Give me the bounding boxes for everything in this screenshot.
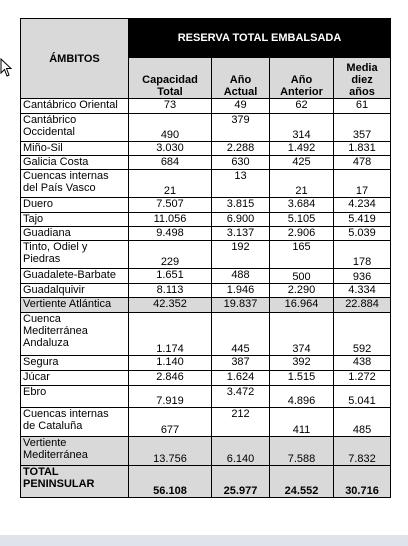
value-cell: 1.831: [334, 142, 391, 156]
table-row: [21, 198, 391, 213]
value-cell: 3.030: [129, 142, 212, 156]
value-cell: 2.846: [129, 371, 212, 386]
value-cell: 1.515: [270, 371, 334, 386]
row-name-cell: Cuencas internas del País Vasco: [21, 170, 129, 198]
table-row: [21, 284, 391, 298]
col-header-ano-anterior: Año Anterior: [270, 58, 334, 99]
value-cell: 13.756: [129, 437, 212, 466]
row-name-cell: Cantábrico Oriental: [21, 99, 129, 114]
value-cell: 445: [212, 313, 270, 356]
ambitos-header: ÁMBITOS: [21, 19, 129, 99]
value-cell: 3.472: [212, 386, 270, 408]
value-cell: 25.977: [212, 466, 270, 498]
value-cell: 165: [270, 241, 334, 269]
table-body: [21, 99, 391, 498]
row-name-cell: Cantábrico Occidental: [21, 114, 129, 142]
table-row: [21, 213, 391, 227]
value-cell: 2.288: [212, 142, 270, 156]
value-cell: 438: [334, 356, 391, 371]
value-cell: 314: [270, 114, 334, 142]
value-cell: 592: [334, 313, 391, 356]
row-name-cell: TOTAL PENINSULAR: [21, 466, 129, 498]
value-cell: 24.552: [270, 466, 334, 498]
col-header-capacidad: Capacidad Total: [129, 58, 212, 99]
value-cell: 478: [334, 156, 391, 170]
value-cell: 21: [129, 170, 212, 198]
value-cell: 1.946: [212, 284, 270, 298]
table-banner-title: RESERVA TOTAL EMBALSADA: [129, 19, 391, 58]
value-cell: 3.684: [270, 198, 334, 213]
table-row: [21, 466, 391, 498]
row-name-cell: Júcar: [21, 371, 129, 386]
row-name-cell: Segura: [21, 356, 129, 371]
value-cell: 49: [212, 99, 270, 114]
value-cell: 21: [270, 170, 334, 198]
row-name-cell: Miño-Sil: [21, 142, 129, 156]
table-row: [21, 386, 391, 408]
value-cell: 425: [270, 156, 334, 170]
value-cell: 379: [212, 114, 270, 142]
value-cell: 684: [129, 156, 212, 170]
value-cell: 42.352: [129, 298, 212, 313]
value-cell: 677: [129, 408, 212, 437]
table-row: [21, 114, 391, 142]
table-row: [21, 156, 391, 170]
value-cell: 411: [270, 408, 334, 437]
value-cell: 1.272: [334, 371, 391, 386]
value-cell: 30.716: [334, 466, 391, 498]
value-cell: 7.832: [334, 437, 391, 466]
row-name-cell: Vertiente Mediterránea: [21, 437, 129, 466]
value-cell: 387: [212, 356, 270, 371]
value-cell: 192: [212, 241, 270, 269]
value-cell: 73: [129, 99, 212, 114]
value-cell: 490: [129, 114, 212, 142]
value-cell: 8.113: [129, 284, 212, 298]
col-header-ano-actual: Año Actual: [212, 58, 270, 99]
table-row: [21, 142, 391, 156]
row-name-cell: Vertiente Atlántica: [21, 298, 129, 313]
value-cell: 212: [212, 408, 270, 437]
value-cell: 3.815: [212, 198, 270, 213]
table-row: [21, 298, 391, 313]
header-row-banner: [21, 19, 391, 58]
value-cell: 16.964: [270, 298, 334, 313]
table-row: [21, 99, 391, 114]
value-cell: 392: [270, 356, 334, 371]
value-cell: 62: [270, 99, 334, 114]
value-cell: 11.056: [129, 213, 212, 227]
row-name-cell: Guadalete-Barbate: [21, 269, 129, 284]
table-row: [21, 408, 391, 437]
value-cell: 1.174: [129, 313, 212, 356]
table-row: [21, 437, 391, 466]
col-header-media-diez-anos: Media diez años: [334, 58, 391, 99]
table-row: [21, 356, 391, 371]
table-row: [21, 170, 391, 198]
table-row: [21, 313, 391, 356]
value-cell: 6.900: [212, 213, 270, 227]
value-cell: 17: [334, 170, 391, 198]
value-cell: 4.896: [270, 386, 334, 408]
value-cell: 7.919: [129, 386, 212, 408]
value-cell: 13: [212, 170, 270, 198]
value-cell: 9.498: [129, 227, 212, 241]
value-cell: 485: [334, 408, 391, 437]
value-cell: 22.884: [334, 298, 391, 313]
value-cell: 6.140: [212, 437, 270, 466]
value-cell: 7.507: [129, 198, 212, 213]
value-cell: 1.651: [129, 269, 212, 284]
value-cell: 5.105: [270, 213, 334, 227]
row-name-cell: Ebro: [21, 386, 129, 408]
value-cell: 374: [270, 313, 334, 356]
row-name-cell: Duero: [21, 198, 129, 213]
value-cell: 1.140: [129, 356, 212, 371]
value-cell: 3.137: [212, 227, 270, 241]
value-cell: 4.234: [334, 198, 391, 213]
value-cell: 4.334: [334, 284, 391, 298]
value-cell: 178: [334, 241, 391, 269]
table-row: [21, 227, 391, 241]
row-name-cell: Cuenca Mediterránea Andaluza: [21, 313, 129, 356]
value-cell: 500: [270, 269, 334, 284]
value-cell: 229: [129, 241, 212, 269]
row-name-cell: Tajo: [21, 213, 129, 227]
value-cell: 630: [212, 156, 270, 170]
row-name-cell: Tinto, Odiel y Piedras: [21, 241, 129, 269]
reservoir-table: [20, 18, 391, 498]
mouse-cursor-icon: [0, 58, 14, 78]
row-name-cell: Guadiana: [21, 227, 129, 241]
row-name-cell: Galicia Costa: [21, 156, 129, 170]
value-cell: 488: [212, 269, 270, 284]
table-row: [21, 241, 391, 269]
value-cell: 5.041: [334, 386, 391, 408]
value-cell: 2.906: [270, 227, 334, 241]
table-row: [21, 269, 391, 284]
value-cell: 19.837: [212, 298, 270, 313]
value-cell: 5.419: [334, 213, 391, 227]
value-cell: 56.108: [129, 466, 212, 498]
value-cell: 1.492: [270, 142, 334, 156]
row-name-cell: Cuencas internas de Cataluña: [21, 408, 129, 437]
page-bottom-edge: [0, 535, 408, 546]
table-row: [21, 371, 391, 386]
row-name-cell: Guadalquivir: [21, 284, 129, 298]
value-cell: 2.290: [270, 284, 334, 298]
value-cell: 936: [334, 269, 391, 284]
value-cell: 357: [334, 114, 391, 142]
value-cell: 5.039: [334, 227, 391, 241]
value-cell: 61: [334, 99, 391, 114]
value-cell: 1.624: [212, 371, 270, 386]
value-cell: 7.588: [270, 437, 334, 466]
